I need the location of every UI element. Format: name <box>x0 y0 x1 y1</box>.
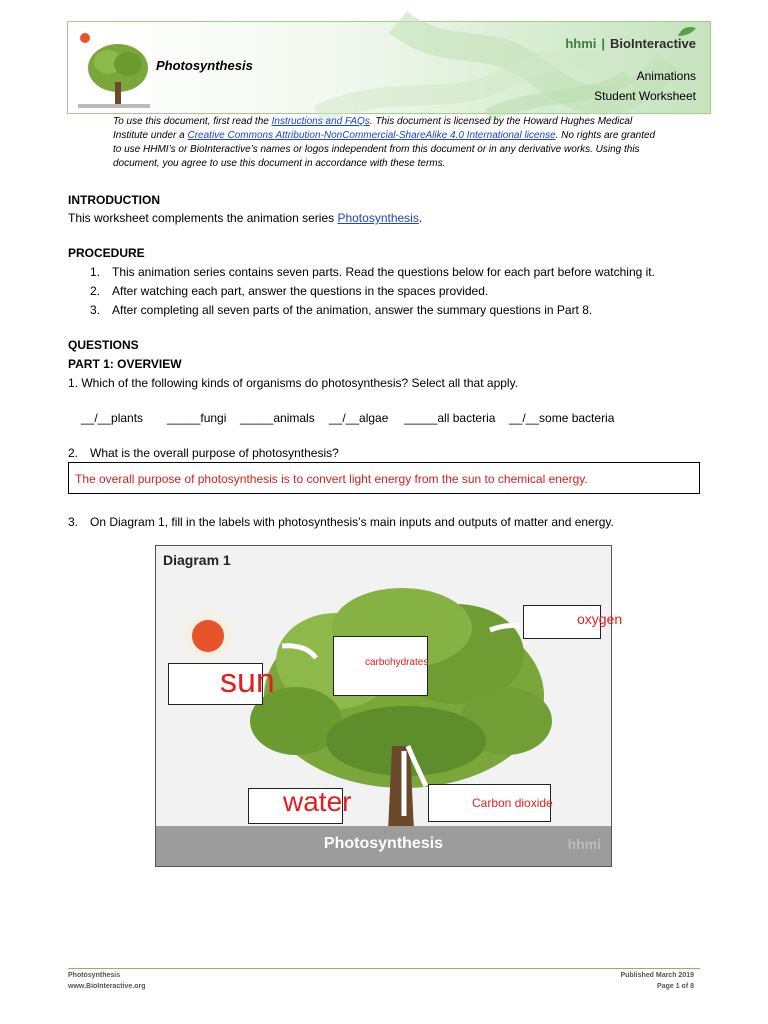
procedure-item-number: 1. <box>90 265 101 279</box>
procedure-item <box>90 284 710 300</box>
instructions-faq-link[interactable]: Instructions and FAQs <box>271 116 370 127</box>
logo-separator: | <box>601 36 606 51</box>
choice-label: fungi <box>200 411 227 425</box>
logo-hhmi: hhmi <box>565 36 597 51</box>
choice-mark: _____ <box>240 411 274 425</box>
procedure-item-number: 2. <box>90 284 101 298</box>
footer-published-date: Published March 2019 <box>620 972 694 979</box>
banner-thumbnail-tree <box>76 26 152 110</box>
diagram-footer-title: Photosynthesis <box>323 835 444 852</box>
creative-commons-link[interactable]: Creative Commons Attribution-NonCommercial-ShareAlike 4.0 International license <box>187 130 556 141</box>
label-oxygen: oxygen <box>577 611 623 627</box>
logo-biointeractive: BioInteractive <box>610 36 696 51</box>
diagram-footer-logo: hhmi <box>567 836 601 852</box>
choice-label: some bacteria <box>539 411 615 425</box>
question-2-text: What is the overall purpose of photosynthesis? <box>90 446 339 460</box>
intro-period: . <box>418 211 423 225</box>
choice-mark: _____ <box>167 411 201 425</box>
photosynthesis-link[interactable]: Photosynthesis <box>337 211 419 225</box>
introduction-text <box>68 211 422 225</box>
procedure-item <box>90 303 710 319</box>
label-water: water <box>283 786 352 817</box>
label-sun: sun <box>220 662 275 700</box>
procedure-item-text: This animation series contains seven parts. Read the questions below for each part before watching it. <box>112 265 655 279</box>
footer-page-number: Page 1 of 8 <box>657 983 694 990</box>
choice-algae[interactable] <box>329 411 388 425</box>
part1-heading: PART 1: OVERVIEW <box>68 357 182 371</box>
footer-document-title: Photosynthesis <box>68 972 121 979</box>
label-carbon-dioxide: Carbon dioxide <box>472 796 553 810</box>
diagram-title: Diagram 1 <box>163 552 231 568</box>
choice-label: plants <box>111 411 144 425</box>
diagram-1 <box>155 545 623 867</box>
question-1: 1. Which of the following kinds of organisms do photosynthesis? Select all that apply. <box>68 376 519 390</box>
header-banner <box>67 21 711 114</box>
license-notice <box>113 115 661 171</box>
question-3-number: 3. <box>68 515 79 529</box>
choice-animals[interactable] <box>240 411 315 425</box>
question-2 <box>68 446 708 462</box>
license-text-3: . No rights are granted to use HHMI’s or BioInteractive’s names or logos independent from this document or in any derivative works. Using this document, you agree to use this document in accordance with these terms. <box>113 130 656 169</box>
choice-label: algae <box>359 411 389 425</box>
choice-mark: __/__ <box>329 411 360 425</box>
banner-title: Photosynthesis <box>156 58 253 73</box>
label-carbohydrates: carbohydrates <box>365 657 429 668</box>
footer-website[interactable]: www.BioInteractive.org <box>68 983 146 990</box>
choice-label: animals <box>273 411 315 425</box>
license-text-2: . This document is licensed by the Howard Hughes Medical Institute under a <box>113 116 633 141</box>
footer-divider <box>68 968 700 969</box>
choice-plants[interactable] <box>81 411 143 425</box>
choice-mark: __/__ <box>81 411 112 425</box>
choice-fungi[interactable] <box>167 411 226 425</box>
banner-subtitle-worksheet: Student Worksheet <box>594 89 696 103</box>
choice-some-bacteria[interactable] <box>509 411 614 425</box>
introduction-heading: INTRODUCTION <box>68 193 160 207</box>
choice-mark: _____ <box>404 411 438 425</box>
choice-all-bacteria[interactable] <box>404 411 495 425</box>
question-2-answer-field[interactable]: The overall purpose of photosynthesis is to convert light energy from the sun to chemical energy. <box>68 462 700 494</box>
question-3 <box>68 515 708 531</box>
choice-label: all bacteria <box>437 411 496 425</box>
license-text-1: To use this document, first read the <box>113 116 272 127</box>
banner-subtitle-animations: Animations <box>636 69 696 83</box>
procedure-heading: PROCEDURE <box>68 246 145 260</box>
sun-icon <box>192 620 224 652</box>
choice-mark: __/__ <box>509 411 540 425</box>
biointeractive-logo <box>565 36 696 51</box>
intro-sentence: This worksheet complements the animation series <box>68 211 338 225</box>
procedure-item-number: 3. <box>90 303 101 317</box>
diagram-footer-bar <box>156 826 611 866</box>
procedure-item-text: After watching each part, answer the questions in the spaces provided. <box>112 284 489 298</box>
procedure-item-text: After completing all seven parts of the animation, answer the summary questions in Part 8. <box>112 303 593 317</box>
questions-heading: QUESTIONS <box>68 338 139 352</box>
question-3-text: On Diagram 1, fill in the labels with photosynthesis’s main inputs and outputs of matter and energy. <box>90 515 614 529</box>
question-2-number: 2. <box>68 446 79 460</box>
procedure-item <box>90 265 710 281</box>
